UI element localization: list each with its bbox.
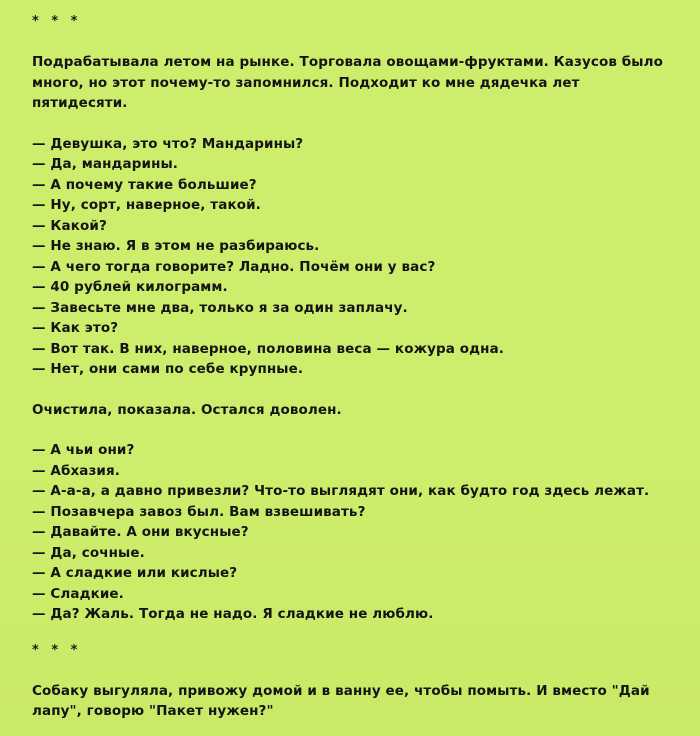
dialog-line: — Абхазия. — [32, 462, 120, 479]
story1-middle-line: Очистила, показала. Остался доволен. — [32, 401, 342, 418]
dialog-line: — Нет, они сами по себе крупные. — [32, 361, 304, 377]
story1-intro: Подрабатывала летом на рынке. Торговала овощами-фруктами. Казусов было много, но этот почему-то запомнился. Подходит ко мне дядечка лет пятидесяти. — [32, 54, 663, 111]
separator-middle: * * * — [32, 642, 82, 658]
dialog-line: — Какой? — [32, 217, 107, 234]
dialog-line: — А сладкие или кислые? — [32, 565, 238, 581]
dialog-line: — А почему такие большие? — [32, 176, 257, 193]
spacer — [32, 380, 674, 400]
dialog-line: — Да? Жаль. Тогда не надо. Я сладкие не люблю. — [32, 606, 434, 622]
dialog-line: — Да, сочные. — [32, 544, 145, 561]
separator-top: * * * — [32, 14, 82, 29]
dialog-line: — А чего тогда говорите? Ладно. Почём они у вас? — [32, 258, 436, 275]
dialog-line: — Давайте. А они вкусные? — [32, 524, 249, 540]
dialog-line: — А чьи они? — [32, 442, 135, 458]
dialog-line: — Позавчера завоз был. Вам взвешивать? — [32, 503, 366, 520]
story1-dialog-first — [32, 134, 674, 380]
dialog-line: — Завесьте мне два, только я за один заплачу. — [32, 299, 408, 316]
story2-block — [32, 681, 674, 722]
dialog-line: — А-а-а, а давно привезли? Что-то выглядят они, как будто год здесь лежат. — [32, 483, 650, 499]
dialog-line: — Не знаю. Я в этом не разбираюсь. — [32, 238, 320, 254]
story1-dialog-second — [32, 440, 674, 625]
dialog-line: — Ну, сорт, наверное, такой. — [32, 197, 261, 213]
dialog-line: — Девушка, это что? Мандарины? — [32, 135, 304, 152]
dialog-line: — Да, мандарины. — [32, 156, 179, 172]
spacer — [32, 420, 674, 440]
story2-text: Собаку выгуляла, привожу домой и в ванну ее, чтобы помыть. И вместо "Дай лапу", говорю "Пакет нужен?" — [32, 682, 650, 719]
dialog-line: — Сладкие. — [32, 585, 124, 602]
dialog-line: — Вот так. В них, наверное, половина веса — кожура одна. — [32, 340, 505, 357]
dialog-line: — 40 рублей килограмм. — [32, 279, 228, 295]
dialog-line: — Как это? — [32, 320, 119, 336]
